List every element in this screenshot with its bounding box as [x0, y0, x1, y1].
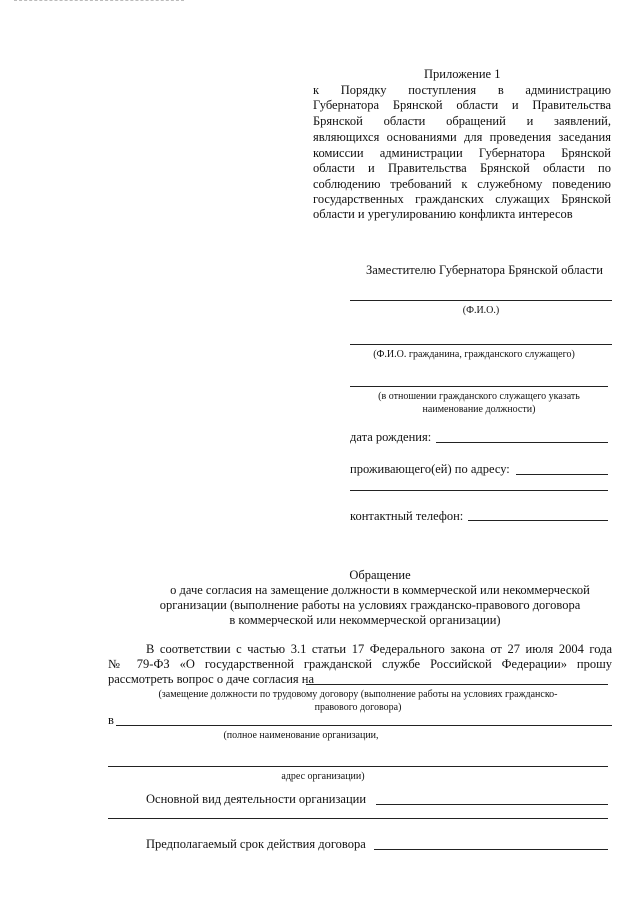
term-label: Предполагаемый срок действия договора: [146, 837, 366, 851]
body-line-3: рассмотреть вопрос о даче согласия на: [108, 672, 314, 686]
citizen-caption: (Ф.И.О. гражданина, гражданского служащего): [373, 349, 575, 360]
appendix-title: Приложение 1: [424, 67, 501, 81]
body-line-1: В соответствии с частью 3.1 статьи 17 Федерального закона от 27 июля 2004 года: [146, 642, 612, 656]
scan-edge-mark: [14, 0, 184, 2]
doc-subtitle-2: организации (выполнение работы на условиях гражданско-правового договора: [159, 598, 581, 612]
org-address-line: [108, 766, 608, 767]
address-line-1: [516, 474, 608, 475]
appendix-line-6: области и Правительства Брянской области по: [313, 161, 611, 175]
address-label: проживающего(ей) по адресу:: [350, 462, 510, 476]
org-prefix: в: [108, 713, 114, 727]
appendix-line-2: Губернатора Брянской области и Правительства: [313, 98, 611, 112]
fio-caption: (Ф.И.О.): [462, 305, 500, 316]
doc-title: Обращение: [349, 568, 411, 582]
appendix-line-3: Брянской области обращений и заявлений,: [313, 114, 611, 128]
activity-label: Основной вид деятельности организации: [146, 792, 367, 806]
position-line: [350, 386, 608, 387]
activity-line: [376, 804, 608, 805]
phone-label: контактный телефон:: [350, 509, 464, 523]
activity-line-2: [108, 818, 608, 819]
employment-caption-2: правового договора): [314, 702, 402, 713]
org-name-caption: (полное наименование организации,: [223, 730, 379, 741]
appendix-line-8: государственных гражданских служащих Брянской: [313, 192, 611, 206]
body-line-2: № 79-ФЗ «О государственной гражданской службе Российской Федерации» прошу: [108, 657, 612, 671]
consent-line: [306, 684, 608, 685]
appendix-line-7: соблюдению требований к служебному поведению: [313, 177, 611, 191]
birth-date-label: дата рождения:: [350, 430, 432, 444]
doc-subtitle-3: в коммерческой или некоммерческой организации): [229, 613, 501, 627]
employment-caption-1: (замещение должности по трудовому договору (выполнение работы на условиях гражданско-: [158, 689, 558, 700]
fio-line: [350, 300, 612, 301]
address-line-2: [350, 490, 608, 491]
org-address-caption: адрес организации): [281, 771, 365, 782]
appendix-line-4: являющихся основаниями для проведения заседания: [313, 130, 611, 144]
addressee: Заместителю Губернатора Брянской области: [366, 263, 603, 277]
appendix-line-5: комиссии администрации Губернатора Брянской: [313, 146, 611, 160]
position-caption-2: наименование должности): [422, 404, 536, 415]
position-caption-1: (в отношении гражданского служащего указать: [378, 391, 580, 402]
citizen-line: [350, 344, 612, 345]
phone-line: [468, 520, 608, 521]
term-line: [374, 849, 608, 850]
birth-date-line: [436, 442, 608, 443]
org-name-line: [116, 725, 612, 726]
doc-subtitle-1: о даче согласия на замещение должности в коммерческой или некоммерческой: [170, 583, 590, 597]
appendix-line-9: области и урегулированию конфликта интересов: [313, 207, 573, 221]
appendix-line-1: к Порядку поступления в администрацию: [313, 83, 611, 97]
